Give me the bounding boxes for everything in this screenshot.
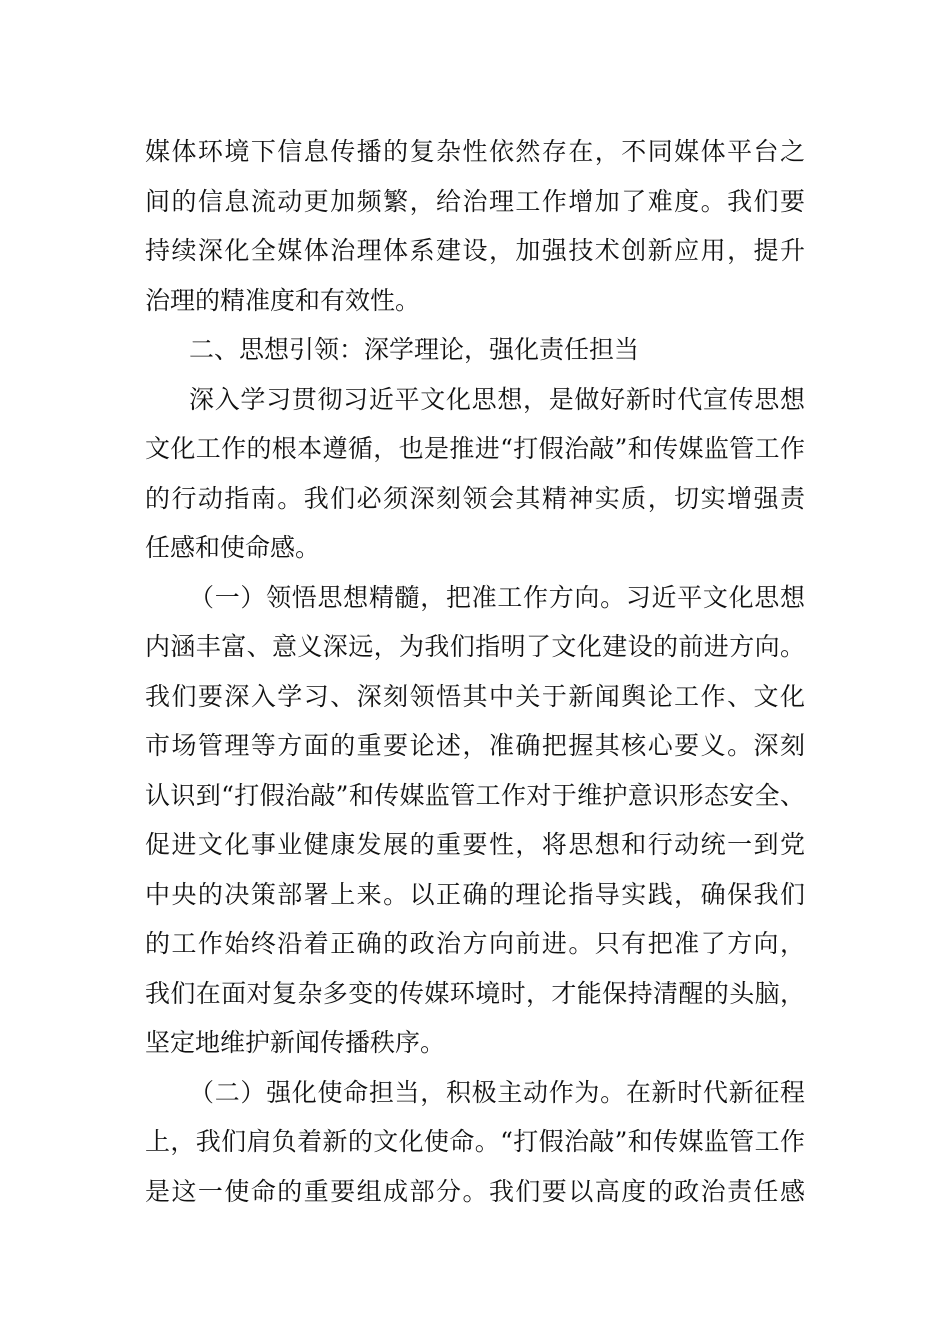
paragraph-line: 间的信息流动更加频繁，给治理工作增加了难度。我们要	[145, 186, 805, 216]
section-heading: 二、思想引领：深学理论，强化责任担当	[189, 335, 640, 364]
paragraph-line: 坚定地维护新闻传播秩序。	[145, 1028, 446, 1057]
paragraph-line: 市场管理等方面的重要论述，准确把握其核心要义。深刻	[145, 731, 805, 760]
paragraph-line: 的行动指南。我们必须深刻领会其精神实质，切实增强责	[145, 483, 805, 513]
paragraph-line: 我们要深入学习、深刻领悟其中关于新闻舆论工作、文化	[145, 681, 805, 711]
paragraph-line: 持续深化全媒体治理体系建设，加强技术创新应用，提升	[145, 236, 805, 265]
paragraph-line: 促进文化事业健康发展的重要性，将思想和行动统一到党	[145, 830, 805, 859]
paragraph-line: 的工作始终沿着正确的政治方向前进。只有把准了方向，	[145, 929, 805, 958]
paragraph-line: 中央的决策部署上来。以正确的理论指导实践，确保我们	[145, 879, 805, 909]
paragraph-line: 媒体环境下信息传播的复杂性依然存在，不同媒体平台之	[145, 137, 805, 166]
document-body	[145, 127, 805, 1216]
paragraph-line: 治理的精准度和有效性。	[145, 285, 421, 315]
paragraph-line: 深入学习贯彻习近平文化思想，是做好新时代宣传思想	[189, 384, 805, 414]
paragraph-line: 内涵丰富、意义深远，为我们指明了文化建设的前进方向。	[145, 632, 805, 661]
paragraph-line: 任感和使命感。	[145, 533, 321, 562]
paragraph-line: （二）强化使命担当，积极主动作为。在新时代新征程	[189, 1077, 805, 1107]
paragraph-line: 上，我们肩负着新的文化使命。“打假治敲”和传媒监管工作	[145, 1127, 805, 1156]
paragraph-line: 文化工作的根本遵循，也是推进“打假治敲”和传媒监管工作	[145, 434, 805, 463]
paragraph-line: 认识到“打假治敲”和传媒监管工作对于维护意识形态安全、	[145, 780, 805, 810]
paragraph-line: 是这一使命的重要组成部分。我们要以高度的政治责任感	[145, 1176, 805, 1206]
paragraph-line: （一）领悟思想精髓，把准工作方向。习近平文化思想	[189, 582, 805, 612]
paragraph-line: 我们在面对复杂多变的传媒环境时，才能保持清醒的头脑，	[145, 978, 805, 1008]
